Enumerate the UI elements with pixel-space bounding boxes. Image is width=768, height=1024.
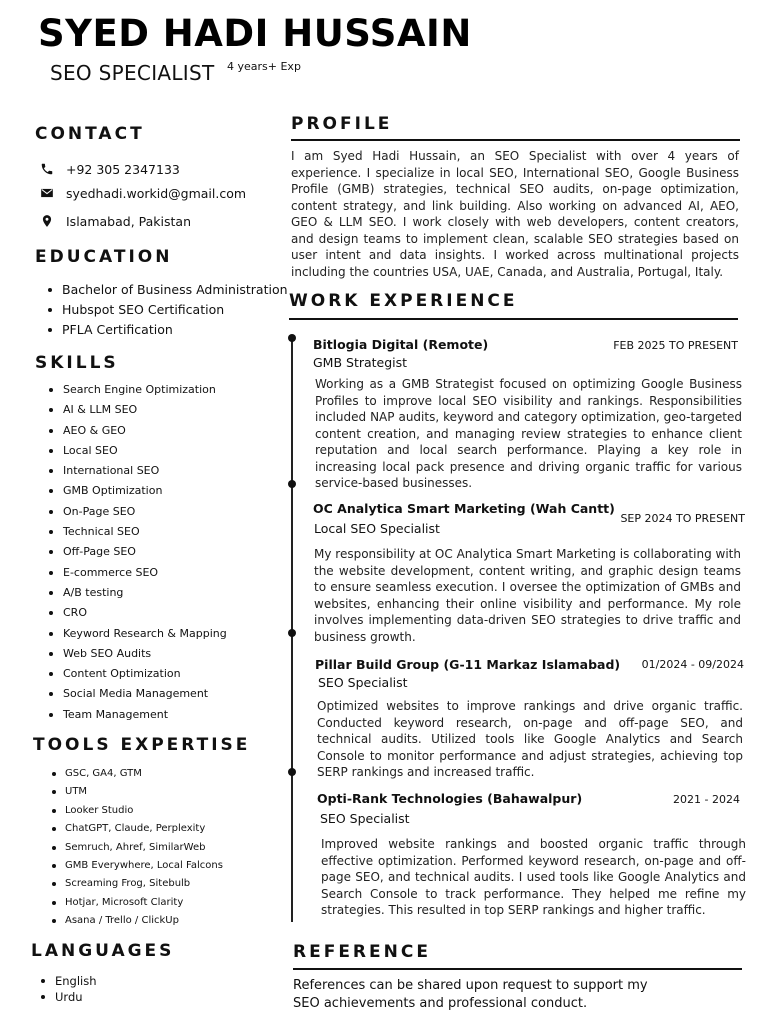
profile-heading: PROFILE — [291, 114, 393, 134]
list-item: Keyword Research & Mapping — [46, 624, 227, 644]
list-item: Social Media Management — [46, 684, 227, 704]
phone-number: +92 305 2347133 — [66, 161, 180, 177]
list-item: Hotjar, Microsoft Clarity — [51, 894, 223, 912]
timeline-dot — [288, 480, 296, 488]
list-item: Search Engine Optimization — [46, 380, 227, 400]
education-heading: EDUCATION — [35, 247, 173, 267]
list-item: GMB Optimization — [46, 481, 227, 501]
job-company: Bitlogia Digital (Remote) — [313, 337, 489, 352]
education-list — [45, 280, 288, 340]
job-title: SEO Specialist — [318, 675, 408, 690]
list-item: Semruch, Ahref, SimilarWeb — [51, 839, 223, 857]
profile-text: I am Syed Hadi Hussain, an SEO Specialist with over 4 years of experience. I specialize in local SEO, International SEO, Google Business Profile (GMB) strategies, technical SEO audits, on-page optimization, content strategy, and link building. Also working on advanced AI, AEO, GEO & LLM SEO. I work closely with web developers, content creators, and design teams to implement clean, scalable SEO strategies based on user intent and data insights. I worked across multinational projects including the countries USA, UAE, Canada, and Australia, Portugal, Italy. — [291, 149, 739, 279]
job-company: Opti-Rank Technologies (Bahawalpur) — [317, 791, 583, 806]
list-item: GMB Everywhere, Local Falcons — [51, 857, 223, 875]
list-item: Asana / Trello / ClickUp — [51, 912, 223, 930]
skills-list — [46, 380, 227, 725]
phone-icon — [40, 162, 54, 176]
list-item: UTM — [51, 783, 223, 801]
list-item: Content Optimization — [46, 664, 227, 684]
job-title: SEO Specialist — [320, 811, 410, 826]
email-address: syedhadi.workid@gmail.com — [66, 185, 247, 201]
job-description: My responsibility at OC Analytica Smart Marketing is collaborating with the website development, content writing, and graphic design teams to ensure seamless execution. I oversee the optimization of GMBs and websites, enhancing their online visibility and performance. My role involves implementing data-driven SEO strategies to drive traffic and business growth. — [314, 547, 741, 644]
list-item: On-Page SEO — [46, 502, 227, 522]
list-item: PFLA Certification — [45, 320, 288, 340]
job-company: OC Analytica Smart Marketing (Wah Cantt) — [313, 501, 615, 516]
list-item: Team Management — [46, 705, 227, 725]
contact-heading: CONTACT — [35, 124, 145, 144]
contact-location — [40, 211, 191, 231]
list-item: Looker Studio — [51, 802, 223, 820]
list-item: AI & LLM SEO — [46, 400, 227, 420]
reference-line: SEO achievements and professional conduct. — [293, 996, 588, 1011]
job-date: FEB 2025 TO PRESENT — [613, 339, 738, 352]
list-item: A/B testing — [46, 583, 227, 603]
work-heading: WORK EXPERIENCE — [289, 291, 518, 311]
list-item: ChatGPT, Claude, Perplexity — [51, 820, 223, 838]
timeline-dot — [288, 768, 296, 776]
list-item: Web SEO Audits — [46, 644, 227, 664]
list-item: English — [38, 973, 97, 989]
list-item: Bachelor of Business Administration — [45, 280, 288, 300]
list-item: CRO — [46, 603, 227, 623]
tools-heading: TOOLS EXPERTISE — [33, 735, 251, 755]
list-item: International SEO — [46, 461, 227, 481]
list-item: Urdu — [38, 989, 97, 1005]
mail-icon — [40, 186, 54, 200]
list-item: E-commerce SEO — [46, 563, 227, 583]
job-date: 2021 - 2024 — [673, 793, 740, 806]
list-item: Technical SEO — [46, 522, 227, 542]
job-date: SEP 2024 TO PRESENT — [620, 512, 745, 525]
location-pin-icon — [40, 214, 54, 228]
contact-email — [40, 183, 246, 203]
languages-heading: LANGUAGES — [31, 941, 175, 961]
reference-heading: REFERENCE — [293, 942, 431, 962]
list-item: Off-Page SEO — [46, 542, 227, 562]
job-title: GMB Strategist — [313, 355, 408, 370]
location-text: Islamabad, Pakistan — [66, 213, 191, 229]
job-description: Improved website rankings and boosted organic traffic through effective optimization. Performed keyword research, on-page and off-page SEO, and technical audits. I used tools like Google Analytics and Search Console to track performance. They helped me refine my strategies. This resulted in top SERP rankings and higher traffic. — [321, 837, 746, 917]
profile-divider — [291, 139, 740, 141]
job-company: Pillar Build Group (G-11 Markaz Islamabad) — [315, 657, 621, 672]
job-description: Optimized websites to improve rankings and drive organic traffic. Conducted keyword research, on-page and off-page SEO, and technical audits. Utilized tools like Google Analytics and Search Console to monitor performance and adjust strategies, achieving top SERP rankings and increased traffic. — [317, 699, 743, 779]
languages-list — [38, 973, 97, 1005]
reference-divider — [293, 968, 742, 970]
list-item: Screaming Frog, Sitebulb — [51, 875, 223, 893]
contact-phone — [40, 159, 180, 179]
job-role: SEO SPECIALIST — [50, 61, 215, 85]
list-item: GSC, GA4, GTM — [51, 765, 223, 783]
list-item: Local SEO — [46, 441, 227, 461]
timeline-dot — [288, 334, 296, 342]
job-date: 01/2024 - 09/2024 — [641, 658, 744, 671]
job-description: Working as a GMB Strategist focused on optimizing Google Business Profiles to improve local SEO visibility and rankings. Responsibilities included NAP audits, keyword and category optimization, geo-targeted content creation, and managing review strategies to enhance client reputation and local search performance. Playing a key role in increasing local pack presence and driving organic traffic for various service-based businesses. — [315, 377, 742, 490]
work-divider — [289, 318, 738, 320]
list-item: AEO & GEO — [46, 421, 227, 441]
reference-line: References can be shared upon request to support my — [293, 978, 648, 993]
candidate-name: SYED HADI HUSSAIN — [38, 12, 472, 55]
experience-note: 4 years+ Exp — [227, 60, 301, 73]
tools-list — [51, 765, 223, 931]
skills-heading: SKILLS — [35, 353, 119, 373]
list-item: Hubspot SEO Certification — [45, 300, 288, 320]
job-title: Local SEO Specialist — [314, 521, 440, 536]
timeline-dot — [288, 629, 296, 637]
